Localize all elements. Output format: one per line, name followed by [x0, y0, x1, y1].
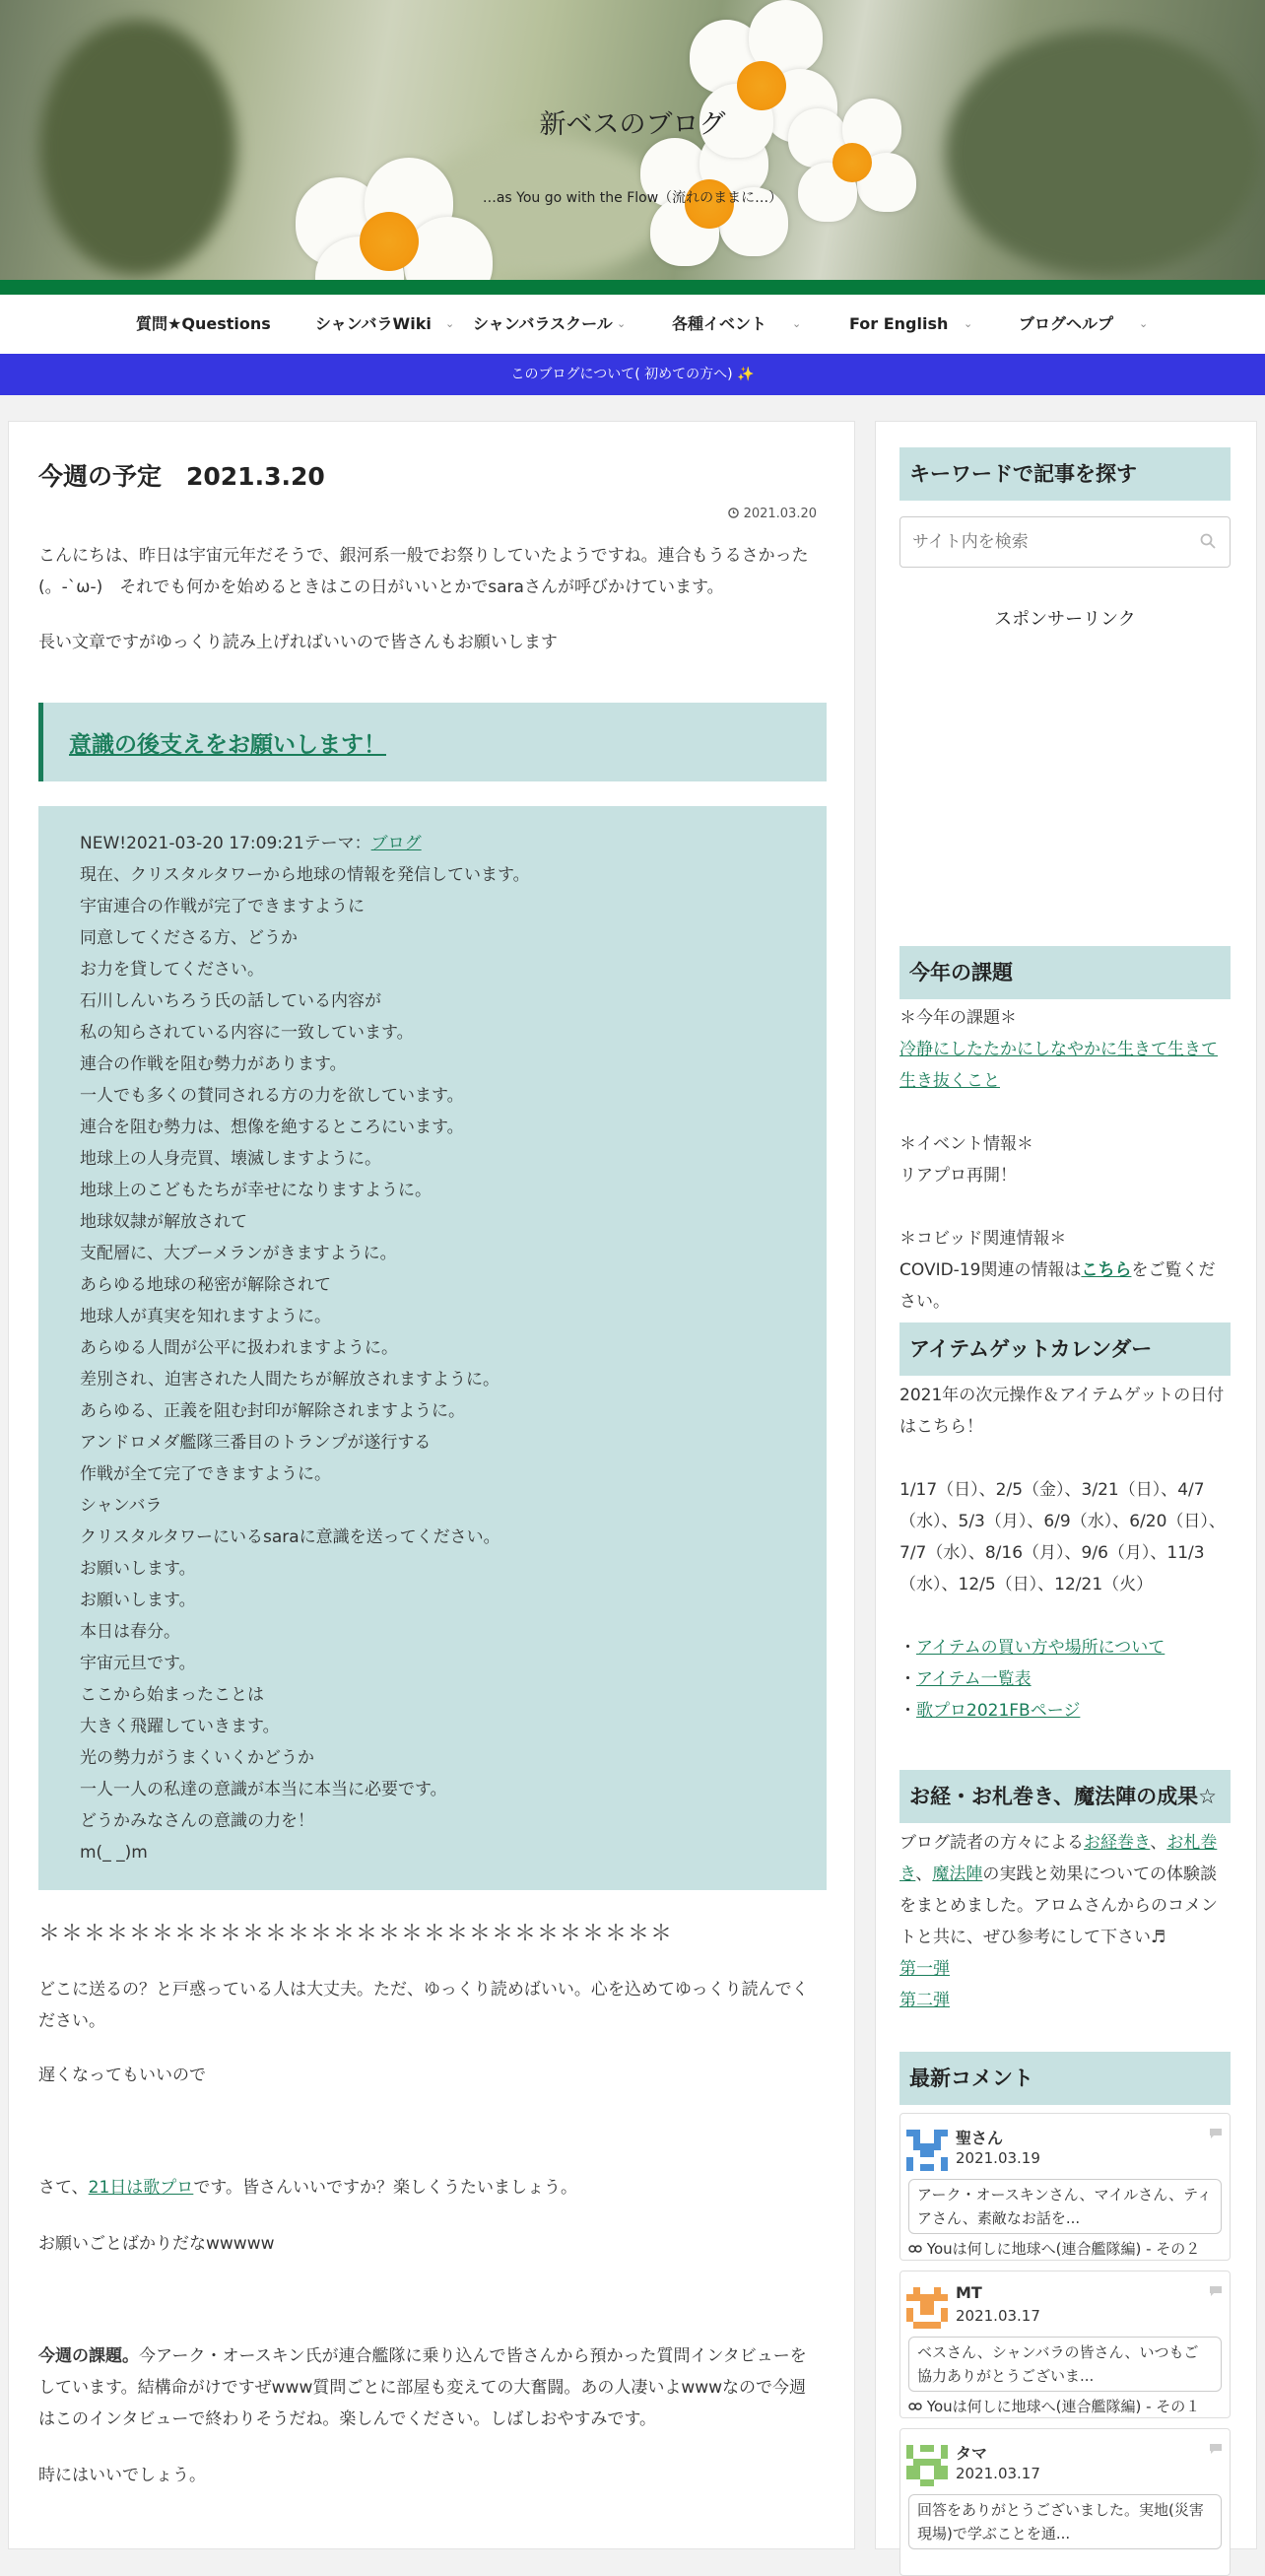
quote-line: 一人一人の私達の意識が本当に本当に必要です。: [80, 1780, 447, 1799]
comment-source-title: Youは何しに地球へ(連合艦隊編) - その２: [926, 2240, 1201, 2258]
nav-item-blog-help[interactable]: [1019, 295, 1149, 354]
quote-line: お願いします。: [80, 1591, 196, 1610]
nav-item-events[interactable]: [672, 295, 802, 354]
body-paragraph: お願いごとばかりだなwwwww: [38, 2234, 275, 2254]
comment-item[interactable]: [899, 2271, 1231, 2418]
nav-item-label: シャンバラWiki: [315, 314, 432, 333]
quote-meta-text: NEW!2021-03-20 17:09:21テーマ：: [80, 834, 371, 853]
quote-line: 地球上のこどもたちが幸せになりますように。: [80, 1181, 432, 1200]
post-date: [728, 507, 817, 521]
quote-line: 宇宙元旦です。: [80, 1654, 196, 1673]
quote-line: 地球上の人身売買、壊滅しますように。: [80, 1149, 381, 1169]
event-label: ＊イベント情報＊: [899, 1134, 1033, 1154]
quote-line: お力を貸してください。: [80, 960, 264, 980]
comment-source[interactable]: [908, 2396, 1200, 2416]
quote-line: 石川しんいちろう氏の話している内容が: [80, 991, 381, 1011]
quote-line: m(_ _)m: [80, 1843, 148, 1863]
body-paragraph: どこに送るの？と戸惑っている人は大丈夫。ただ、ゆっくり読めばいい。心を込めてゆっくり読んでください。: [38, 1980, 809, 2031]
link-icon: [908, 2244, 922, 2254]
comment-author: MT: [956, 2283, 982, 2302]
sutra-sep: 、: [915, 1864, 933, 1884]
covid-prefix: COVID-19関連の情報は: [899, 1260, 1082, 1280]
avatar: [906, 2287, 948, 2329]
covid-text: [899, 1254, 1231, 1318]
sutra-text: [899, 1827, 1231, 1953]
search-icon[interactable]: [1200, 533, 1216, 549]
comment-author: 聖さん: [956, 2129, 1004, 2147]
widget-heading-calendar: アイテムゲットカレンダー: [899, 1322, 1231, 1376]
body-paragraph: [38, 2172, 817, 2203]
tasks-label: ＊今年の課題＊: [899, 1008, 1017, 1028]
sutra-body: ブログ読者の方々による: [899, 1833, 1084, 1853]
post-title: 今週の予定 2021.3.20: [38, 462, 325, 491]
quote-line: アンドロメダ艦隊三番目のトランプが遂行する: [80, 1433, 432, 1453]
event-text: リアプロ再開！: [899, 1166, 1017, 1186]
quote-line: クリスタルタワーにいるsaraに意識を送ってください。: [80, 1527, 500, 1547]
calendar-intro: 2021年の次元操作＆アイテムゲットの日付はこちら！: [899, 1386, 1225, 1437]
tasks-widget: [899, 1002, 1231, 1318]
body-paragraph: [38, 2340, 817, 2435]
quote-line: 現在、クリスタルタワーから地球の情報を発信しています。: [80, 865, 530, 885]
comment-date: 2021.03.17: [956, 2465, 1040, 2482]
avatar: [906, 2445, 948, 2486]
chevron-down-icon: ⌄: [617, 317, 627, 330]
theme-link[interactable]: ブログ: [370, 834, 422, 853]
section-heading: [38, 703, 827, 781]
body-paragraph: 時にはいいでしょう。: [38, 2466, 206, 2485]
post-intro-2: 長い文章ですがゆっくり読み上げればいいので皆さんもお願いします: [38, 633, 558, 652]
nav-item-for-english[interactable]: [849, 295, 973, 354]
quote-line: 一人でも多くの賛同される方の力を欲しています。: [80, 1086, 464, 1106]
post-intro: こんにちは、昨日は宇宙元年だそうで、銀河系一般でお祭りしていたようですね。連合もうるさかった(。-`ω-) それでも何かを始めるときはこの日がいいとかでsaraさんが呼びかけています。: [38, 546, 809, 597]
global-nav: [0, 295, 1265, 354]
nav-item-label: 各種イベント: [672, 314, 767, 333]
widget-heading-search: キーワードで記事を探す: [899, 447, 1231, 501]
header-image: [0, 0, 1265, 280]
calendar-widget: [899, 1380, 1231, 1727]
quote-line: あらゆる地球の秘密が解除されて: [80, 1275, 331, 1295]
widget-heading-comments: 最新コメント: [899, 2052, 1231, 2105]
quote-line: 宇宙連合の作戦が完了できますように: [80, 897, 365, 916]
body-text: です。皆さんいいですか？楽しくうたいましょう。: [193, 2178, 577, 2198]
notice-bar[interactable]: このブログについて( 初めての方へ) ✨: [0, 354, 1265, 395]
sutra-link[interactable]: お経巻き: [1084, 1833, 1151, 1853]
nav-item-label: ブログヘルプ: [1019, 314, 1114, 333]
quote-line: 作戦が全て完了できますように。: [80, 1464, 331, 1484]
search-input[interactable]: [899, 516, 1231, 568]
comment-bubble-icon: [1208, 2443, 1224, 2455]
comment-bubble-icon: [1208, 2285, 1224, 2297]
sidebar: [875, 421, 1257, 2549]
quote-line: 私の知らされている内容に一致しています。: [80, 1023, 414, 1043]
quote-line: 本日は春分。: [80, 1622, 180, 1642]
chevron-down-icon: ⌄: [792, 317, 802, 330]
nav-item-shambhala-wiki[interactable]: [315, 295, 455, 354]
quote-line: 差別され、迫害された人間たちが解放されますように。: [80, 1370, 500, 1390]
quote-line: 支配層に、大ブーメランがきますように。: [80, 1244, 397, 1263]
sutra-widget: [899, 1827, 1231, 2016]
site-title[interactable]: 新ベスのブログ: [539, 109, 726, 140]
quote-line: お願いします。: [80, 1559, 196, 1579]
part-one-link[interactable]: 第一弾: [899, 1959, 950, 1979]
tasks-link[interactable]: 冷静にしたたかにしなやかに生きて生きて生き抜くこと: [899, 1040, 1218, 1091]
item-guide-link[interactable]: アイテムの買い方や場所について: [916, 1638, 1165, 1658]
quote-line: 同意してくださる方、どうか: [80, 928, 298, 948]
calendar-link-item: ・アイテムの買い方や場所について: [899, 1638, 1165, 1658]
song-project-link[interactable]: 21日は歌プロ: [88, 2178, 194, 2198]
quote-block: [38, 806, 827, 1890]
sutra-sep: 、: [1150, 1833, 1167, 1853]
nav-item-label: For English: [849, 314, 949, 333]
header-band: [0, 280, 1265, 295]
comment-author: タマ: [956, 2444, 988, 2463]
section-heading-link[interactable]: 意識の後支えをお願いします！: [69, 732, 386, 758]
part-two-link[interactable]: 第二弾: [899, 1991, 950, 2010]
site-tagline: …as You go with the Flow（流れのままに…）: [482, 190, 783, 206]
quote-line: 光の勢力がうまくいくかどうか: [80, 1748, 314, 1768]
body-text: 今アーク・オースキン氏が連合艦隊に乗り込んで皆さんから預かった質問インタビューをしています。結構命がけですぜwww質問ごとに部屋も変えての大奮闘。あの人凄いよwwwなので今週はこのインタビューで終わりそうだね。楽しんでください。しばしおやすみです。: [38, 2346, 807, 2429]
comment-source[interactable]: [908, 2238, 1200, 2259]
quote-line: どうかみなさんの意識の力を！: [80, 1811, 314, 1831]
calendar-link-item: ・歌プロ2021FBページ: [899, 1701, 1081, 1721]
quote-line: 連合を阻む勢力は、想像を絶するところにいます。: [80, 1118, 464, 1137]
sutra-link-item: [899, 1985, 1231, 2016]
comment-date: 2021.03.17: [956, 2307, 1040, 2325]
quote-line: あらゆる、正義を阻む封印が解除されますように。: [80, 1401, 465, 1421]
comment-bubble-icon: [1208, 2128, 1224, 2139]
comment-excerpt: 回答をありがとうございました。実地(災害現場)で学ぶことを通...: [908, 2494, 1222, 2549]
clock-icon: [728, 508, 739, 518]
post-date-text: 2021.03.20: [743, 507, 817, 521]
covid-link[interactable]: こちら: [1081, 1260, 1132, 1280]
comment-excerpt: ベスさん、シャンバラの皆さん、いつもご協力ありがとうございま...: [908, 2337, 1222, 2392]
comment-date: 2021.03.19: [956, 2149, 1040, 2167]
chevron-down-icon: ⌄: [445, 317, 455, 330]
comment-item[interactable]: [899, 2113, 1231, 2261]
body-paragraph: 遅くなってもいいので: [38, 2066, 206, 2085]
sponsor-label: スポンサーリンク: [994, 609, 1136, 630]
quote-line: 大きく飛躍していきます。: [80, 1717, 280, 1736]
covid-label: ＊コビッド関連情報＊: [899, 1229, 1067, 1249]
covid-suffix: をご覧ください。: [899, 1260, 1216, 1312]
chevron-down-icon: ⌄: [1139, 317, 1149, 330]
talisman-link[interactable]: お札巻き: [899, 1833, 1218, 1884]
sutra-link-item: [899, 1953, 1231, 1985]
article: [8, 421, 855, 2549]
daffodil-image: [296, 158, 493, 280]
separator: ＊＊＊＊＊＊＊＊＊＊＊＊＊＊＊＊＊＊＊＊＊＊＊＊＊＊＊＊: [38, 1922, 674, 1946]
quote-line: 地球人が真実を知れますように。: [80, 1307, 331, 1326]
comment-item[interactable]: [899, 2428, 1231, 2576]
widget-heading-sutra: お経・お札巻き、魔法陣の成果☆: [899, 1770, 1231, 1823]
widget-heading-tasks: 今年の課題: [899, 946, 1231, 999]
sutra-body: の実践と効果についての体験談をまとめました。アロムさんからのコメントと共に、ぜひ参考にして下さい♬: [899, 1864, 1218, 1947]
nav-item-label: 質問★Questions: [136, 314, 271, 333]
item-list-link[interactable]: アイテム一覧表: [916, 1669, 1032, 1689]
calendar-dates: 1/17（日）、2/5（金）、3/21（日）、4/7（水）、5/3（月）、6/9（水）、6/20（日）、7/7（水）、8/16（月）、9/6（月）、11/3（水）、12/5（日）、12/21（火）: [899, 1480, 1226, 1594]
quote-line: 連合の作戦を阻む勢力があります。: [80, 1054, 347, 1074]
quote-line: シャンバラ: [80, 1496, 163, 1516]
quote-meta: [80, 828, 530, 859]
nav-item-shambhala-school[interactable]: [473, 295, 627, 354]
body-bold: 今週の課題。: [38, 2346, 139, 2366]
comment-excerpt: アーク・オースキンさん、マイルさん、ティアさん、素敵なお話を...: [908, 2179, 1222, 2234]
chevron-down-icon: ⌄: [964, 317, 973, 330]
fb-page-link[interactable]: 歌プロ2021FBページ: [916, 1701, 1081, 1721]
link-icon: [908, 2402, 922, 2411]
magic-circle-link[interactable]: 魔法陣: [932, 1864, 983, 1884]
comment-source-title: Youは何しに地球へ(連合艦隊編) - その１: [926, 2398, 1201, 2415]
nav-item-questions[interactable]: [136, 295, 271, 354]
quote-line: ここから始まったことは: [80, 1685, 264, 1705]
nav-item-label: シャンバラスクール: [473, 314, 613, 333]
quote-line: あらゆる人間が公平に扱われますように。: [80, 1338, 398, 1358]
avatar: [906, 2130, 948, 2171]
body-text: さて、: [38, 2178, 89, 2198]
quote-line: 地球奴隷が解放されて: [80, 1212, 247, 1232]
calendar-link-item: ・アイテム一覧表: [899, 1669, 1032, 1689]
